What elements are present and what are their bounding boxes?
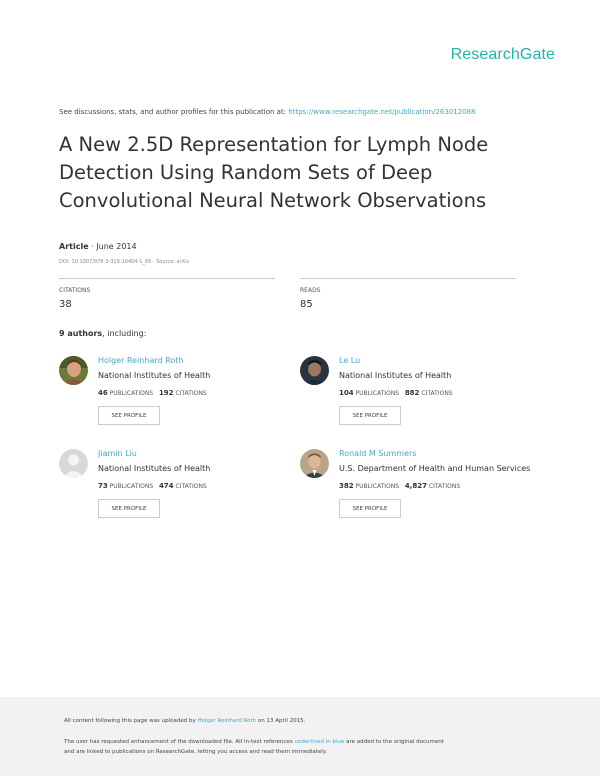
notice-text-a: The user has requested enhancement of the downloaded file. All in-text references bbox=[64, 739, 295, 745]
citations-label: CITATIONS bbox=[59, 287, 91, 294]
publications-count: 73 bbox=[98, 482, 108, 490]
divider-reads bbox=[300, 278, 516, 279]
author-citations-count: 4,827 bbox=[404, 482, 427, 490]
researchgate-logo[interactable]: ResearchGate bbox=[450, 46, 555, 63]
author-stats bbox=[339, 482, 460, 490]
publications-label: PUBLICATIONS bbox=[355, 483, 400, 490]
publications-label: PUBLICATIONS bbox=[355, 390, 400, 397]
author-citations-count: 192 bbox=[158, 389, 174, 397]
author-stats bbox=[339, 389, 453, 397]
author-card bbox=[300, 356, 540, 436]
avatar[interactable] bbox=[300, 449, 329, 478]
publication-link[interactable]: https://www.researchgate.net/publication/263012088 bbox=[288, 108, 476, 116]
author-name[interactable]: Jiamin Liu bbox=[98, 449, 137, 458]
publications-count: 104 bbox=[339, 389, 354, 397]
meta-separator: · bbox=[88, 242, 97, 251]
author-citations-count: 474 bbox=[158, 482, 174, 490]
author-institution: National Institutes of Health bbox=[98, 371, 211, 380]
author-citations-count: 882 bbox=[404, 389, 420, 397]
author-name[interactable]: Le Lu bbox=[339, 356, 361, 365]
author-citations-label: CITATIONS bbox=[175, 483, 207, 490]
article-date: June 2014 bbox=[96, 242, 137, 251]
notice-text-b: are added to the original document bbox=[344, 739, 444, 745]
avatar[interactable] bbox=[300, 356, 329, 385]
reads-label: READS bbox=[300, 287, 321, 294]
reads-value: 85 bbox=[300, 299, 313, 310]
citations-value: 38 bbox=[59, 299, 72, 310]
article-meta bbox=[59, 242, 137, 251]
avatar-placeholder-icon[interactable] bbox=[59, 449, 88, 478]
author-citations-label: CITATIONS bbox=[428, 483, 461, 490]
enhancement-notice bbox=[64, 738, 444, 757]
author-institution: U.S. Department of Health and Human Services bbox=[339, 464, 531, 473]
author-name[interactable]: Holger Reinhard Roth bbox=[98, 356, 184, 365]
author-card bbox=[59, 356, 299, 436]
authors-heading bbox=[59, 329, 146, 338]
paper-title: A New 2.5D Representation for Lymph Node Detection Using Random Sets of Deep Convolutional Neural Network Observations bbox=[59, 133, 489, 212]
upload-suffix: on 13 April 2015. bbox=[256, 718, 306, 724]
authors-count: 9 authors bbox=[59, 329, 103, 338]
author-stats bbox=[98, 482, 207, 490]
divider-citations bbox=[59, 278, 275, 279]
avatar[interactable] bbox=[59, 356, 88, 385]
publications-label: PUBLICATIONS bbox=[109, 483, 154, 490]
see-profile-button[interactable]: SEE PROFILE bbox=[339, 406, 401, 425]
author-name[interactable]: Ronald M Summers bbox=[339, 449, 417, 458]
author-institution: National Institutes of Health bbox=[98, 464, 211, 473]
author-stats bbox=[98, 389, 207, 397]
see-profile-button[interactable]: SEE PROFILE bbox=[98, 406, 160, 425]
author-citations-label: CITATIONS bbox=[421, 390, 453, 397]
notice-text-2: and are linked to publications on ResearchGate, letting you access and read them immediately. bbox=[64, 748, 328, 755]
footer-band bbox=[0, 697, 600, 776]
authors-suffix: , including: bbox=[102, 329, 147, 338]
publications-count: 46 bbox=[98, 389, 108, 397]
article-type: Article bbox=[59, 242, 89, 251]
publications-count: 382 bbox=[339, 482, 354, 490]
upload-prefix: All content following this page was uploaded by bbox=[64, 718, 198, 724]
upload-notice bbox=[64, 718, 305, 724]
publications-label: PUBLICATIONS bbox=[109, 390, 154, 397]
uploader-link[interactable]: Holger Reinhard Roth bbox=[197, 718, 257, 724]
underlined-link[interactable]: underlined in blue bbox=[294, 739, 345, 745]
see-profile-button[interactable]: SEE PROFILE bbox=[339, 499, 401, 518]
discussion-text: See discussions, stats, and author profiles for this publication at: bbox=[59, 108, 289, 116]
author-institution: National Institutes of Health bbox=[339, 371, 452, 380]
doi-source: DOI: 10.1007/978-3-319-10404-1_65 · Source: arXiv bbox=[59, 259, 190, 265]
author-card bbox=[59, 449, 299, 529]
author-citations-label: CITATIONS bbox=[175, 390, 207, 397]
see-profile-button[interactable]: SEE PROFILE bbox=[98, 499, 160, 518]
discussion-line bbox=[59, 108, 476, 116]
author-card bbox=[300, 449, 540, 529]
